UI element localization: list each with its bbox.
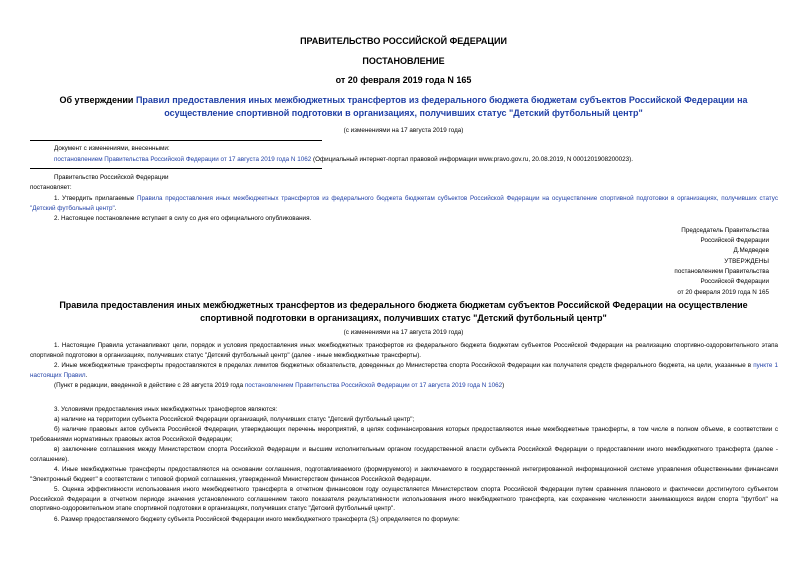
changes-note: (с изменениями на 17 августа 2019 года) (343, 127, 464, 134)
rules-note-suffix: ) (502, 382, 505, 389)
rules-paragraph-1: 1. Настоящие Правила устанавливают цели, порядок и условия предоставления иных межбюджетных трансфертов из федерального бюджета бюджетам субъектов Российской Федерации на реализацию спортивно-оздоровительного этапа спортивной подготовки в организациях, получивших статус "Детский футбольный центр" (далее - иные межбюджетные трансферты). (30, 342, 778, 359)
formula-symbol-sub: i (375, 519, 377, 526)
government-name: ПРАВИТЕЛЬСТВО РОССИЙСКОЙ ФЕДЕРАЦИИ (300, 36, 507, 46)
rules-paragraph-6-suffix: ) определяется по формуле: (376, 516, 460, 523)
decree-item-1-prefix: 1. Утвердить прилагаемые (54, 195, 137, 202)
rules-point-1-link[interactable]: пункте 1 настоящих Правил (30, 362, 778, 379)
formula-symbol-s: S (371, 516, 376, 523)
signature-org: Российской Федерации (700, 237, 769, 244)
amendments-line (54, 155, 633, 165)
rules-paragraph-5: 5. Оценка эффективности использования иного межбюджетного трансферта в отчетном финансовом году осуществляется Министерством спорта Российской Федерации путем сравнения планового и фактически достигнутого субъектом Российской Федерации в отчетном периоде значения установленного соглашением такого показателя результативности использования иного межбюджетного трансферта, как сохранение численности занимающихся видом спорта "футбол" на спортивно-оздоровительном этапе спортивной подготовки в организациях, получивших статус "Детский футбольный центр". (30, 486, 778, 513)
document-title-link[interactable]: Правил предоставления иных межбюджетных трансфертов из федерального бюджета бюджетам субъектов Российской Федерации на (135, 95, 748, 105)
rules-paragraph-3c: в) заключение соглашения между Министерством спорта Российской Федерации и высшим исполнительным органом государственной власти субъекта Российской Федерации о предоставлении иного межбюджетного трансферта (далее - соглашение). (30, 446, 778, 463)
approval-line-2: постановлением Правительства (674, 268, 769, 275)
document-type: ПОСТАНОВЛЕНИЕ (362, 56, 445, 66)
rules-link-a[interactable]: Правила предоставления иных межбюджетных трансфертов из федерального бюджета бюджетам субъектов Российской Федерации на осуществление спортивной подготовки в (136, 195, 675, 202)
decree-item-2: 2. Настоящее постановление вступает в силу со дня его официального опубликования. (54, 215, 312, 222)
rules-paragraph-2-note (30, 381, 778, 391)
rules-paragraph-3: 3. Условиями предоставления иных межбюджетных трансфертов являются: (54, 406, 278, 413)
rules-link-b[interactable]: организациях, получивших статус "Детский футбольный центр" (30, 195, 778, 212)
rules-title (0, 299, 807, 324)
rules-paragraph-2-suffix: . (85, 371, 88, 379)
rules-paragraph-4: 4. Иные межбюджетные трансферты предоставляются на основании соглашения, подготавливаемого (формируемого) и заключаемого в государственной интегрированной информационной системе управления общественными финансами "Электронный бюджет" в соответствии с типовой формой соглашения, утвержденной Министерством финансов Российской Федерации. (30, 466, 778, 483)
approval-line-3: Российской Федерации (700, 278, 769, 285)
rules-changes-note: (с изменениями на 17 августа 2019 года) (343, 329, 464, 336)
document-title (0, 94, 807, 119)
approval-line-4: от 20 февраля 2019 года N 165 (677, 289, 769, 296)
separator-bottom (30, 168, 322, 169)
separator-top (30, 140, 322, 141)
rules-paragraph-2 (30, 361, 778, 380)
rules-note-prefix: (Пункт в редакции, введенной в действие с 28 августа 2019 года (54, 382, 245, 389)
rules-paragraph-2-text: 2. Иные межбюджетные трансферты предоставляются в пределах лимитов бюджетных обязательств, доведенных до Министерства спорта Российской Федерации как получателя средств федерального бюджета, на цели, указанные в (54, 362, 754, 369)
approval-header: УТВЕРЖДЕНЫ (724, 258, 769, 265)
rules-note-link[interactable]: постановлением Правительства Российской Федерации от 17 августа 2019 года N 1062 (244, 382, 503, 389)
decree-issuer: Правительство Российской Федерации (54, 174, 169, 181)
document-title-prefix: Об утверждении (59, 95, 136, 105)
amendment-link[interactable]: постановлением Правительства Российской Федерации от 17 августа 2019 года N 1062 (54, 156, 312, 163)
document-title-link-line2[interactable]: осуществление спортивной подготовки в организациях, получивших статус "Детский футбольный центр" (164, 107, 643, 118)
rules-paragraph-6-prefix: 6. Размер предоставляемого бюджету субъекта Российской Федерации иного межбюджетного трансферта ( (54, 516, 372, 523)
document-date-number: от 20 февраля 2019 года N 165 (335, 75, 472, 85)
amendment-source: (Официальный интернет-портал правовой информации www.pravo.gov.ru, 20.08.2019, N 0001201908200023). (311, 156, 634, 163)
amendments-label: Документ с изменениями, внесенными: (54, 145, 170, 152)
signature-position: Председатель Правительства (681, 227, 769, 234)
rules-paragraph-3a: а) наличие на территории субъекта Российской Федерации организаций, получивших статус "Детский футбольный центр"; (54, 416, 415, 423)
document-title-line1 (0, 94, 807, 107)
decree-item-1 (30, 194, 778, 213)
decree-item-1-suffix: . (114, 204, 117, 212)
rules-paragraph-6 (30, 515, 778, 528)
rules-title-line2: спортивной подготовки в организациях, получивших статус "Детский футбольный центр" (200, 312, 607, 323)
rules-paragraph-3b: б) наличие правовых актов субъекта Российской Федерации, утверждающих перечень мероприятий, в целях софинансирования которых предоставляются иные межбюджетные трансферты, в том числе в полном объеме, в соответствии с требованиями нормативных правовых актов Российской Федерации; (30, 426, 778, 443)
signature-name: Д.Медведев (733, 247, 769, 254)
decree-resolves: постановляет: (30, 184, 72, 191)
rules-title-line1: Правила предоставления иных межбюджетных трансфертов из федерального бюджета бюджетам субъектов Российской Федерации на осуществление (59, 300, 748, 310)
